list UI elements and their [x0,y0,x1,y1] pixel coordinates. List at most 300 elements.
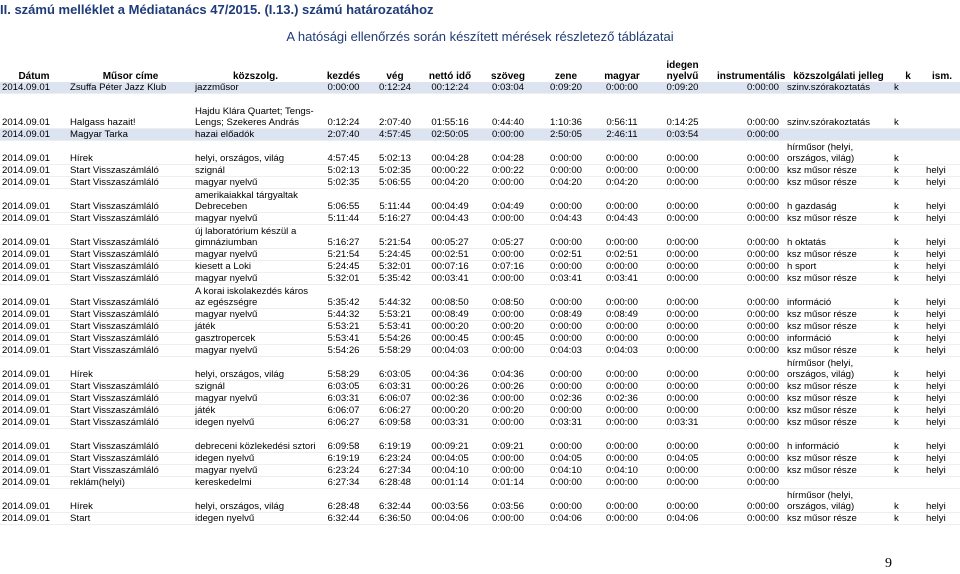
cell-end-time: 6:19:19 [369,429,421,453]
cell-foreign-time: 0:04:06 [649,513,716,525]
cell-description: helyi, országos, világ [193,357,318,381]
cell-date: 2014.09.01 [0,285,68,309]
cell-start-time: 6:03:05 [318,381,369,393]
cell-description: hazai előadók [193,129,318,141]
cell-repeat-flag: helyi [924,453,960,465]
cell-category: ksz műsor része [785,513,892,525]
cell-description: új laboratórium készül a gimnáziumban [193,225,318,249]
cell-music-time: 0:00:00 [537,477,595,489]
cell-music-time: 0:00:00 [537,285,595,309]
cell-category [785,129,892,141]
cell-net-time: 00:00:22 [421,165,479,177]
table-row [0,489,960,513]
cell-start-time: 0:00:00 [318,82,369,94]
cell-end-time: 4:57:45 [369,129,421,141]
cell-hungarian-time: 0:00:00 [595,477,649,489]
cell-program-title: Hírek [68,141,193,165]
cell-music-time: 0:03:31 [537,417,595,429]
cell-k-flag: k [892,357,924,381]
cell-program-title: Start Visszaszámláló [68,309,193,321]
cell-end-time: 5:24:45 [369,249,421,261]
cell-text-time: 0:03:56 [479,489,537,513]
cell-description: magyar nyelvű [193,177,318,189]
table-row [0,321,960,333]
cell-category: ksz műsor része [785,177,892,189]
document-title: II. számú melléklet a Médiatanács 47/2015. (I.13.) számú határozatához [0,2,434,17]
cell-k-flag: k [892,225,924,249]
cell-k-flag: k [892,189,924,213]
cell-k-flag: k [892,405,924,417]
cell-foreign-time: 0:00:00 [649,429,716,453]
cell-net-time: 01:55:16 [421,94,479,129]
cell-k-flag: k [892,393,924,405]
table-row [0,225,960,249]
cell-hungarian-time: 0:00:00 [595,225,649,249]
cell-program-title: Start Visszaszámláló [68,189,193,213]
cell-net-time: 00:05:27 [421,225,479,249]
cell-instrumental-time: 0:00:00 [716,285,785,309]
cell-instrumental-time: 0:00:00 [716,513,785,525]
table-row [0,273,960,285]
cell-repeat-flag: helyi [924,213,960,225]
cell-music-time: 0:09:20 [537,82,595,94]
cell-foreign-time: 0:09:20 [649,82,716,94]
cell-music-time: 0:00:00 [537,381,595,393]
cell-k-flag: k [892,381,924,393]
cell-description: szignál [193,381,318,393]
cell-start-time: 6:06:07 [318,405,369,417]
header-foreign-language: idegen nyelvű [666,60,699,82]
cell-text-time: 0:00:00 [479,309,537,321]
table-row [0,189,960,213]
cell-text-time: 0:00:00 [479,465,537,477]
table-row [0,129,960,141]
cell-program-title: Start Visszaszámláló [68,465,193,477]
cell-hungarian-time: 0:04:43 [595,213,649,225]
cell-net-time: 00:02:36 [421,393,479,405]
cell-music-time: 0:00:00 [537,321,595,333]
cell-description: amerikaiakkal tárgyaltak Debreceben [193,189,318,213]
cell-instrumental-time: 0:00:00 [716,417,785,429]
cell-date: 2014.09.01 [0,393,68,405]
cell-end-time: 6:06:07 [369,393,421,405]
cell-net-time: 00:02:51 [421,249,479,261]
cell-hungarian-time: 0:00:00 [595,417,649,429]
cell-category [785,477,892,489]
cell-net-time: 00:04:05 [421,453,479,465]
cell-instrumental-time: 0:00:00 [716,249,785,261]
cell-end-time: 2:07:40 [369,94,421,129]
cell-description: magyar nyelvű [193,213,318,225]
cell-foreign-time: 0:14:25 [649,94,716,129]
cell-description: kereskedelmi [193,477,318,489]
cell-category: ksz műsor része [785,345,892,357]
cell-start-time: 5:02:35 [318,177,369,189]
cell-text-time: 0:00:00 [479,513,537,525]
cell-net-time: 00:04:10 [421,465,479,477]
cell-date: 2014.09.01 [0,465,68,477]
cell-end-time: 5:06:55 [369,177,421,189]
cell-end-time: 6:03:05 [369,357,421,381]
header-music: zene [554,71,578,82]
cell-date: 2014.09.01 [0,141,68,165]
cell-start-time: 6:09:58 [318,429,369,453]
cell-repeat-flag: helyi [924,273,960,285]
cell-date: 2014.09.01 [0,273,68,285]
cell-date: 2014.09.01 [0,417,68,429]
cell-hungarian-time: 0:00:00 [595,165,649,177]
cell-instrumental-time: 0:00:00 [716,333,785,345]
cell-end-time: 5:35:42 [369,273,421,285]
cell-date: 2014.09.01 [0,129,68,141]
cell-foreign-time: 0:00:00 [649,465,716,477]
cell-category: ksz műsor része [785,309,892,321]
cell-instrumental-time: 0:00:00 [716,381,785,393]
table-row [0,477,960,489]
cell-net-time: 00:00:20 [421,321,479,333]
cell-hungarian-time: 0:00:00 [595,489,649,513]
cell-repeat-flag: helyi [924,429,960,453]
header-end: vég [386,71,404,82]
cell-start-time: 5:21:54 [318,249,369,261]
cell-end-time: 0:12:24 [369,82,421,94]
cell-text-time: 0:00:00 [479,249,537,261]
cell-hungarian-time: 0:02:51 [595,249,649,261]
header-net-time: nettó idő [428,71,472,82]
header-instrumental: instrumentális [717,71,786,82]
cell-foreign-time: 0:00:00 [649,165,716,177]
cell-instrumental-time: 0:00:00 [716,321,785,333]
cell-category: h oktatás [785,225,892,249]
cell-foreign-time: 0:00:00 [649,405,716,417]
cell-repeat-flag: helyi [924,165,960,177]
cell-end-time: 5:53:21 [369,309,421,321]
header-public-service: közszolg. [232,71,278,82]
cell-start-time: 5:54:26 [318,345,369,357]
cell-program-title: Start Visszaszámláló [68,213,193,225]
cell-text-time: 0:00:45 [479,333,537,345]
cell-program-title: Start Visszaszámláló [68,249,193,261]
cell-instrumental-time: 0:00:00 [716,225,785,249]
cell-k-flag: k [892,82,924,94]
cell-foreign-time: 0:00:00 [649,225,716,249]
cell-program-title: Start Visszaszámláló [68,345,193,357]
cell-description: szignál [193,165,318,177]
cell-instrumental-time: 0:00:00 [716,477,785,489]
cell-description: idegen nyelvű [193,417,318,429]
cell-repeat-flag: helyi [924,321,960,333]
cell-start-time: 6:28:48 [318,489,369,513]
table-row [0,357,960,381]
cell-category: ksz műsor része [785,393,892,405]
cell-instrumental-time: 0:00:00 [716,465,785,477]
table-header-row [0,53,960,82]
cell-description: idegen nyelvű [193,513,318,525]
cell-net-time: 00:00:45 [421,333,479,345]
cell-end-time: 5:58:29 [369,345,421,357]
cell-music-time: 0:04:43 [537,213,595,225]
cell-category: ksz műsor része [785,165,892,177]
cell-text-time: 0:00:00 [479,453,537,465]
cell-description: magyar nyelvű [193,249,318,261]
cell-foreign-time: 0:00:00 [649,213,716,225]
cell-repeat-flag: helyi [924,249,960,261]
cell-program-title: Start Visszaszámláló [68,333,193,345]
cell-start-time: 5:53:41 [318,333,369,345]
cell-k-flag: k [892,333,924,345]
cell-text-time: 0:01:14 [479,477,537,489]
table-row [0,453,960,465]
cell-date: 2014.09.01 [0,333,68,345]
cell-music-time: 0:00:00 [537,429,595,453]
cell-instrumental-time: 0:00:00 [716,141,785,165]
cell-program-title: Halgass hazait! [68,94,193,129]
cell-foreign-time: 0:00:00 [649,393,716,405]
cell-description: gasztropercek [193,333,318,345]
cell-music-time: 0:00:00 [537,489,595,513]
cell-text-time: 0:03:04 [479,82,537,94]
cell-foreign-time: 0:00:00 [649,381,716,393]
cell-foreign-time: 0:00:00 [649,333,716,345]
cell-start-time: 6:32:44 [318,513,369,525]
cell-instrumental-time: 0:00:00 [716,453,785,465]
cell-music-time: 0:04:05 [537,453,595,465]
cell-hungarian-time: 0:00:00 [595,189,649,213]
cell-date: 2014.09.01 [0,381,68,393]
cell-category: ksz műsor része [785,381,892,393]
cell-k-flag: k [892,309,924,321]
cell-repeat-flag: helyi [924,489,960,513]
cell-program-title: Zsuffa Péter Jazz Klub [68,82,193,94]
cell-instrumental-time: 0:00:00 [716,189,785,213]
cell-repeat-flag: helyi [924,417,960,429]
cell-net-time: 00:08:50 [421,285,479,309]
cell-repeat-flag [924,94,960,129]
cell-program-title: Start Visszaszámláló [68,177,193,189]
cell-hungarian-time: 0:04:03 [595,345,649,357]
cell-foreign-time: 0:00:00 [649,285,716,309]
cell-description: magyar nyelvű [193,273,318,285]
cell-description: magyar nyelvű [193,465,318,477]
cell-start-time: 6:06:27 [318,417,369,429]
cell-text-time: 0:05:27 [479,225,537,249]
cell-start-time: 4:57:45 [318,141,369,165]
table-row [0,213,960,225]
cell-foreign-time: 0:00:00 [649,489,716,513]
cell-start-time: 5:35:42 [318,285,369,309]
cell-description: játék [193,405,318,417]
cell-date: 2014.09.01 [0,225,68,249]
cell-repeat-flag: helyi [924,513,960,525]
cell-hungarian-time: 0:00:00 [595,141,649,165]
table-row [0,405,960,417]
document-subtitle: A hatósági ellenőrzés során készített mérések részletező táblázatai [286,29,674,44]
cell-repeat-flag: helyi [924,189,960,213]
cell-start-time: 2:07:40 [318,129,369,141]
cell-program-title: Start Visszaszámláló [68,393,193,405]
cell-net-time: 00:04:28 [421,141,479,165]
cell-net-time: 00:09:21 [421,429,479,453]
cell-repeat-flag: helyi [924,261,960,273]
cell-repeat-flag: helyi [924,225,960,249]
table-row [0,165,960,177]
cell-repeat-flag: helyi [924,333,960,345]
cell-foreign-time: 0:00:00 [649,321,716,333]
cell-net-time: 00:04:36 [421,357,479,381]
cell-foreign-time: 0:00:00 [649,273,716,285]
cell-start-time: 6:03:31 [318,393,369,405]
cell-text-time: 0:00:00 [479,129,537,141]
cell-program-title: Start Visszaszámláló [68,321,193,333]
header-public-service-character: közszolgálati jelleg [793,71,884,82]
cell-k-flag: k [892,285,924,309]
cell-foreign-time: 0:00:00 [649,357,716,381]
cell-start-time: 5:32:01 [318,273,369,285]
cell-end-time: 5:02:35 [369,165,421,177]
cell-k-flag: k [892,345,924,357]
cell-hungarian-time: 0:00:00 [595,321,649,333]
cell-hungarian-time: 0:00:00 [595,82,649,94]
cell-repeat-flag: helyi [924,405,960,417]
cell-instrumental-time: 0:00:00 [716,165,785,177]
cell-net-time: 00:12:24 [421,82,479,94]
cell-instrumental-time: 0:00:00 [716,309,785,321]
cell-category: ksz műsor része [785,453,892,465]
cell-hungarian-time: 0:56:11 [595,94,649,129]
cell-end-time: 6:36:50 [369,513,421,525]
cell-end-time: 5:54:26 [369,333,421,345]
cell-category: ksz műsor része [785,273,892,285]
cell-text-time: 0:04:36 [479,357,537,381]
cell-k-flag: k [892,249,924,261]
cell-k-flag: k [892,321,924,333]
cell-text-time: 0:07:16 [479,261,537,273]
cell-date: 2014.09.01 [0,513,68,525]
cell-foreign-time: 0:03:31 [649,417,716,429]
cell-date: 2014.09.01 [0,249,68,261]
cell-instrumental-time: 0:00:00 [716,213,785,225]
cell-program-title: Hírek [68,489,193,513]
cell-program-title: Magyar Tarka [68,129,193,141]
cell-program-title: Start Visszaszámláló [68,381,193,393]
cell-hungarian-time: 0:00:00 [595,381,649,393]
cell-music-time: 0:00:00 [537,357,595,381]
cell-text-time: 0:00:22 [479,165,537,177]
header-date: Dátum [18,71,50,82]
cell-hungarian-time: 0:02:36 [595,393,649,405]
cell-category: ksz műsor része [785,321,892,333]
cell-category: h sport [785,261,892,273]
cell-start-time: 6:27:34 [318,477,369,489]
cell-end-time: 6:06:27 [369,405,421,417]
cell-foreign-time: 0:00:00 [649,345,716,357]
cell-repeat-flag: helyi [924,381,960,393]
cell-instrumental-time: 0:00:00 [716,393,785,405]
cell-k-flag: k [892,453,924,465]
cell-music-time: 0:00:00 [537,405,595,417]
cell-text-time: 0:00:20 [479,321,537,333]
cell-end-time: 5:32:01 [369,261,421,273]
cell-date: 2014.09.01 [0,405,68,417]
cell-instrumental-time: 0:00:00 [716,357,785,381]
cell-text-time: 0:00:00 [479,213,537,225]
cell-instrumental-time: 0:00:00 [716,429,785,453]
cell-description: helyi, országos, világ [193,141,318,165]
cell-end-time: 6:03:31 [369,381,421,393]
table-row [0,381,960,393]
header-text: szöveg [491,71,525,82]
cell-instrumental-time: 0:00:00 [716,129,785,141]
cell-repeat-flag: helyi [924,357,960,381]
cell-end-time: 5:21:54 [369,225,421,249]
cell-net-time: 00:03:56 [421,489,479,513]
header-repeat: ism. [931,71,952,82]
cell-music-time: 0:00:00 [537,261,595,273]
cell-k-flag: k [892,489,924,513]
cell-date: 2014.09.01 [0,357,68,381]
cell-description: játék [193,321,318,333]
cell-hungarian-time: 0:00:00 [595,429,649,453]
cell-end-time: 5:02:13 [369,141,421,165]
cell-hungarian-time: 0:00:00 [595,261,649,273]
cell-music-time: 2:50:05 [537,129,595,141]
cell-start-time: 5:11:44 [318,213,369,225]
cell-program-title: Start Visszaszámláló [68,261,193,273]
cell-foreign-time: 0:00:00 [649,477,716,489]
cell-net-time: 00:04:06 [421,513,479,525]
table-row [0,333,960,345]
cell-program-title: reklám(helyi) [68,477,193,489]
cell-end-time: 5:11:44 [369,189,421,213]
cell-k-flag: k [892,213,924,225]
cell-repeat-flag: helyi [924,393,960,405]
cell-music-time: 0:00:00 [537,333,595,345]
cell-description: helyi, országos, világ [193,489,318,513]
cell-program-title: Start Visszaszámláló [68,285,193,309]
cell-net-time: 02:50:05 [421,129,479,141]
cell-foreign-time: 0:00:00 [649,141,716,165]
cell-k-flag: k [892,141,924,165]
cell-text-time: 0:04:28 [479,141,537,165]
cell-program-title: Start Visszaszámláló [68,417,193,429]
cell-category: h információ [785,429,892,453]
cell-k-flag: k [892,465,924,477]
cell-program-title: Hírek [68,357,193,381]
cell-category: hírműsor (helyi, országos, világ) [785,141,892,165]
cell-date: 2014.09.01 [0,489,68,513]
cell-net-time: 00:04:20 [421,177,479,189]
cell-instrumental-time: 0:00:00 [716,261,785,273]
cell-k-flag [892,129,924,141]
cell-text-time: 0:00:26 [479,381,537,393]
cell-end-time: 5:44:32 [369,285,421,309]
cell-start-time: 5:02:13 [318,165,369,177]
cell-instrumental-time: 0:00:00 [716,94,785,129]
cell-end-time: 5:16:27 [369,213,421,225]
cell-description: magyar nyelvű [193,393,318,405]
header-hungarian: magyar [604,71,640,82]
cell-description: A korai iskolakezdés káros az egészségre [193,285,318,309]
cell-date: 2014.09.01 [0,165,68,177]
cell-hungarian-time: 0:00:00 [595,453,649,465]
table-row [0,82,960,94]
cell-hungarian-time: 2:46:11 [595,129,649,141]
cell-date: 2014.09.01 [0,429,68,453]
table-body [0,82,960,525]
cell-hungarian-time: 0:04:20 [595,177,649,189]
cell-date: 2014.09.01 [0,177,68,189]
cell-music-time: 0:04:20 [537,177,595,189]
